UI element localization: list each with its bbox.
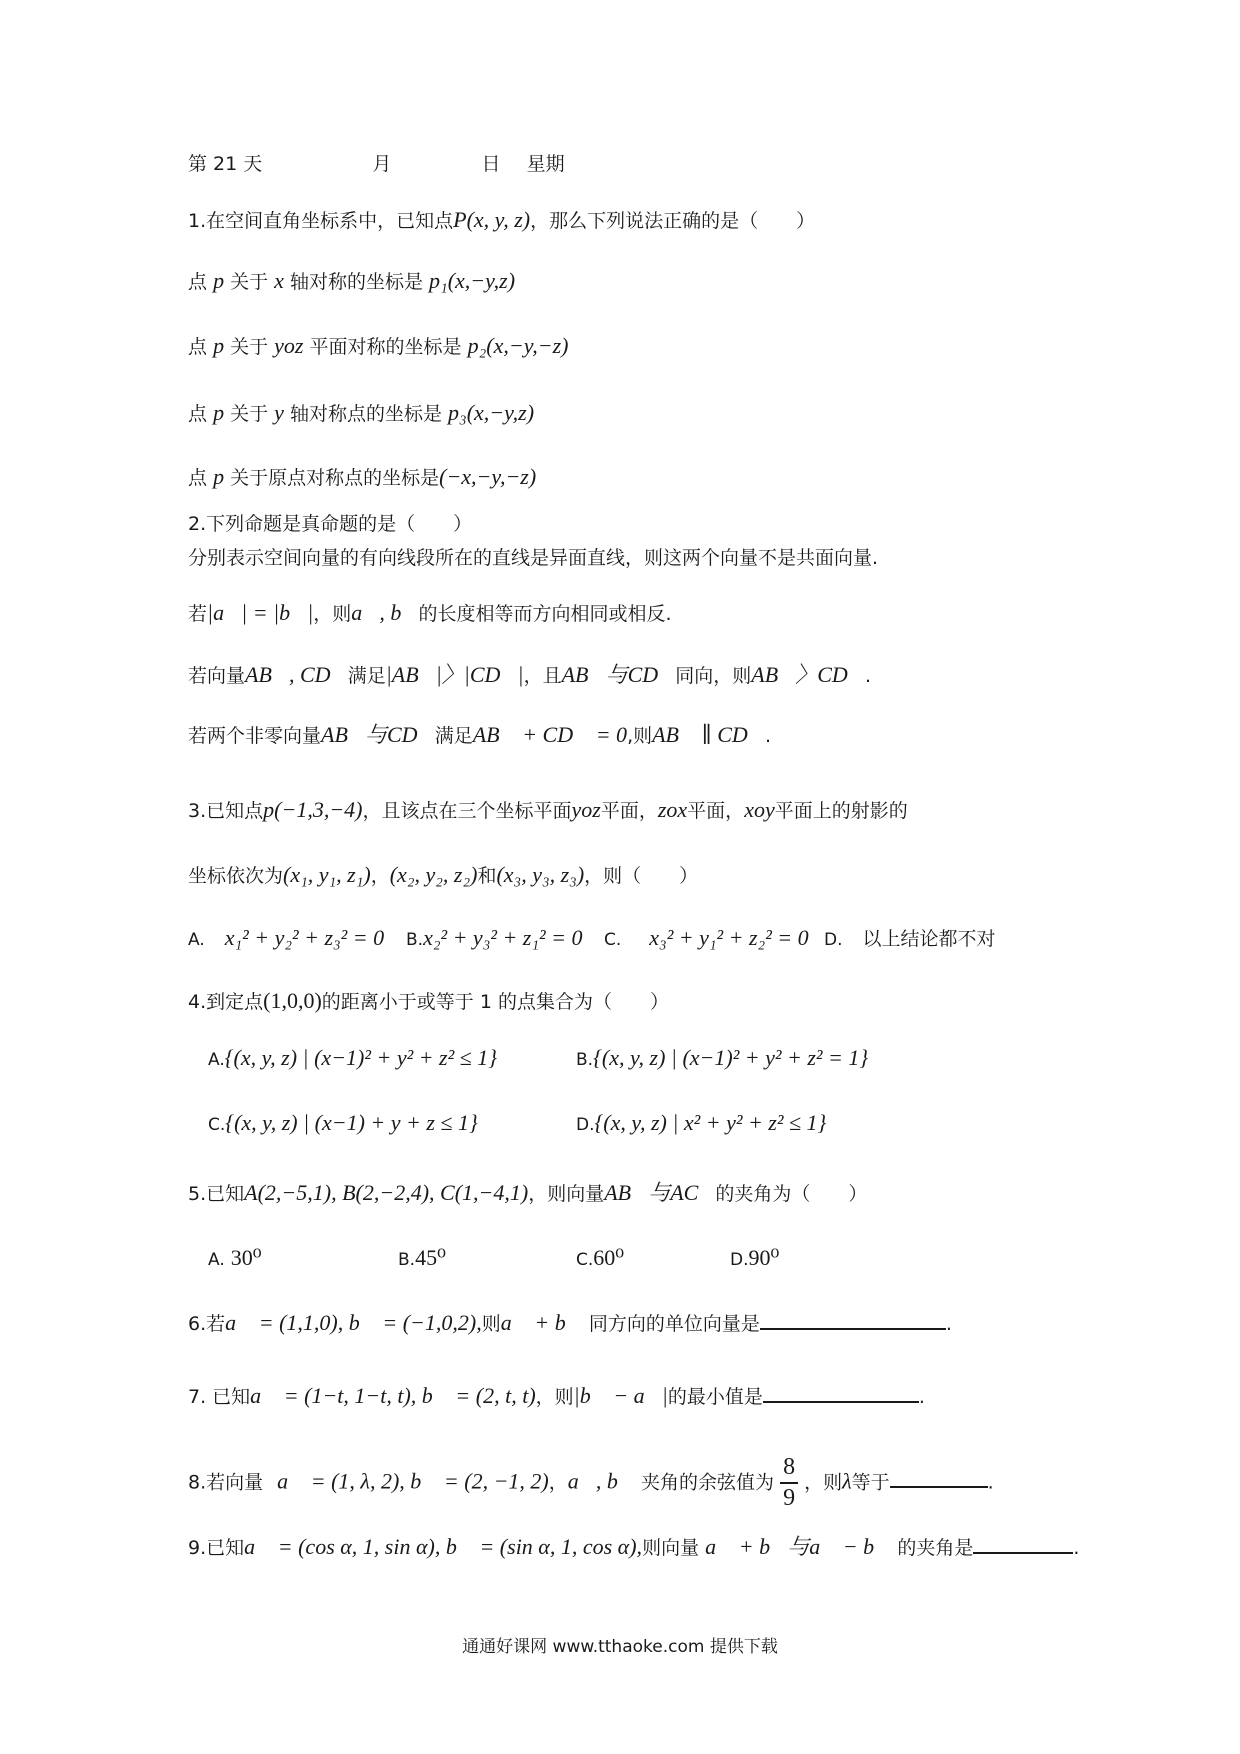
math-expr: p₃(x,−y,z) bbox=[448, 400, 535, 425]
option-expr: x₁² + y₂² + z₃² = 0 bbox=[224, 925, 385, 950]
option-label: B. bbox=[406, 930, 424, 950]
text: 点 bbox=[188, 403, 208, 425]
text: 5.已知 bbox=[188, 1183, 245, 1205]
question-4-option-a bbox=[208, 1045, 497, 1071]
option-label: B. bbox=[398, 1250, 416, 1270]
math-var: p bbox=[213, 400, 225, 425]
text: ,则 bbox=[627, 725, 653, 747]
math-expr: a⃗ = (1,1,0), b⃗ = (−1,0,2), bbox=[225, 1310, 482, 1335]
option-label: C. bbox=[576, 1250, 594, 1270]
math-var: zox bbox=[657, 797, 688, 822]
math-expr: |a⃗| = |b⃗| bbox=[207, 600, 314, 625]
day-label: 第 21 天 bbox=[188, 153, 263, 175]
text: 轴对称点的坐标是 bbox=[289, 403, 442, 425]
math-expr: |AB⃗|〉|CD⃗| bbox=[385, 662, 524, 687]
option-label: C. bbox=[208, 1115, 226, 1135]
math-expr: p₁(x,−y,z) bbox=[429, 268, 516, 293]
fraction bbox=[780, 1453, 798, 1513]
answer-blank[interactable] bbox=[763, 1400, 919, 1403]
option-expr: 30⁰ bbox=[230, 1245, 262, 1270]
text: ， bbox=[548, 1471, 568, 1494]
text: 则向量 bbox=[642, 1537, 700, 1559]
question-3-option-b bbox=[406, 925, 582, 951]
option-expr: x₂² + y₃² + z₁² = 0 bbox=[423, 925, 583, 950]
option-label: C. bbox=[604, 930, 622, 950]
math-expr: a⃗, b⃗ bbox=[351, 600, 419, 625]
text: 若 bbox=[188, 603, 208, 625]
text: 若两个非零向量 bbox=[188, 725, 322, 747]
option-label: D. bbox=[730, 1250, 749, 1270]
question-4-option-b bbox=[576, 1045, 868, 1071]
text: 夹角的余弦值为 bbox=[641, 1471, 775, 1494]
math-var: yoz bbox=[571, 797, 601, 822]
option-expr: 以上结论都不对 bbox=[862, 928, 996, 950]
text: ，则 bbox=[535, 1386, 574, 1408]
text: 6.若 bbox=[188, 1313, 226, 1335]
question-1-option-3 bbox=[188, 400, 534, 426]
math-expr: (x₂, y₂, z₂) bbox=[389, 862, 478, 887]
text: 的距离小于或等于 1 的点集合为（ ） bbox=[321, 991, 669, 1013]
text: 满足 bbox=[434, 725, 473, 747]
question-6 bbox=[188, 1310, 952, 1336]
text: 8.若向量 bbox=[188, 1471, 264, 1494]
question-2-option-4 bbox=[188, 722, 771, 748]
text: 平面对称的坐标是 bbox=[309, 336, 462, 358]
math-expr: a⃗ + b⃗ bbox=[500, 1310, 583, 1335]
question-1-option-1 bbox=[188, 268, 515, 294]
numerator: 8 bbox=[783, 1454, 796, 1480]
text: ，则（ ） bbox=[584, 865, 699, 887]
text: . bbox=[945, 1313, 952, 1335]
question-3-option-d bbox=[824, 928, 996, 951]
date-label: 日 bbox=[481, 153, 501, 175]
math-expr: (x₃, y₃, z₃) bbox=[496, 862, 585, 887]
option-label: A. bbox=[208, 1250, 225, 1270]
text: ，则 bbox=[313, 603, 352, 625]
text: 等于 bbox=[851, 1471, 890, 1494]
text: 轴对称的坐标是 bbox=[289, 271, 423, 293]
option-expr: {(x, y, z) | (x−1)² + y² + z² = 1} bbox=[593, 1045, 869, 1070]
question-4-stem bbox=[188, 988, 669, 1014]
math-expr: |b⃗ − a⃗| bbox=[573, 1383, 668, 1408]
month-label: 月 bbox=[372, 153, 392, 175]
text: . bbox=[918, 1386, 925, 1408]
question-3-line-1 bbox=[188, 797, 908, 823]
math-var: x bbox=[274, 268, 284, 293]
text: ，那么下列说法正确的是（ ） bbox=[530, 210, 816, 232]
text: 关于原点对称点的坐标是 bbox=[230, 467, 440, 489]
text: ，则向量 bbox=[528, 1183, 605, 1205]
text: ，则 bbox=[804, 1471, 843, 1494]
question-3-option-c bbox=[604, 925, 809, 951]
question-3-option-a bbox=[188, 925, 384, 951]
text: 1.在空间直角坐标系中，已知点 bbox=[188, 210, 454, 232]
text: 关于 bbox=[230, 403, 269, 425]
page-header bbox=[188, 153, 565, 176]
question-5-option-b bbox=[398, 1245, 446, 1271]
question-1-option-2 bbox=[188, 333, 568, 359]
option-expr: {(x, y, z) | x² + y² + z² ≤ 1} bbox=[594, 1110, 827, 1135]
math-var: p bbox=[213, 464, 225, 489]
text: 点 bbox=[188, 271, 208, 293]
math-expr: AB⃗ + CD⃗ = 0 bbox=[472, 722, 628, 747]
text: 9.已知 bbox=[188, 1537, 245, 1559]
text: 点 bbox=[188, 336, 208, 358]
question-1-option-4 bbox=[188, 464, 536, 490]
text: 的长度相等而方向相同或相反. bbox=[418, 603, 672, 625]
page-footer: 通通好课网 www.tthaoke.com 提供下载 bbox=[462, 1637, 778, 1657]
text: 和 bbox=[477, 865, 497, 887]
text: 关于 bbox=[230, 336, 269, 358]
question-5-option-d bbox=[730, 1245, 779, 1271]
text: 的最小值是 bbox=[667, 1386, 763, 1408]
math-expr: p₂(x,−y,−z) bbox=[467, 333, 569, 358]
text: . bbox=[864, 665, 871, 687]
math-expr: AB⃗与CD⃗ bbox=[561, 662, 676, 687]
question-4-option-d bbox=[576, 1110, 826, 1136]
text: 7. 已知 bbox=[188, 1386, 251, 1408]
question-2-stem: 2.下列命题是真命题的是（ ） bbox=[188, 513, 473, 535]
math-var: yoz bbox=[274, 333, 304, 358]
math-expr: (x₁, y₁, z₁) bbox=[283, 862, 371, 887]
text: 平面， bbox=[600, 800, 658, 822]
text: ，且该点在三个坐标平面 bbox=[362, 800, 572, 822]
text: 3.已知点 bbox=[188, 800, 264, 822]
question-5-option-c bbox=[576, 1245, 624, 1271]
text: 的夹角为（ ） bbox=[715, 1183, 868, 1205]
math-expr: a⃗ = (cos α, 1, sin α), b⃗ = (sin α, 1, cos α), bbox=[244, 1534, 643, 1559]
math-expr: AB⃗, CD⃗ bbox=[245, 662, 348, 687]
text: . bbox=[987, 1471, 994, 1494]
text: 坐标依次为 bbox=[188, 865, 284, 887]
option-label: D. bbox=[576, 1115, 595, 1135]
option-label: D. bbox=[824, 930, 843, 950]
option-expr: 45⁰ bbox=[415, 1245, 446, 1270]
math-var: y bbox=[274, 400, 284, 425]
option-expr: 90⁰ bbox=[748, 1245, 780, 1270]
question-5-stem bbox=[188, 1180, 867, 1206]
math-expr: p(−1,3,−4) bbox=[263, 797, 363, 822]
text: 同向，则 bbox=[675, 665, 752, 687]
math-var: p bbox=[213, 268, 225, 293]
text: . bbox=[764, 725, 771, 747]
text: ， bbox=[370, 865, 390, 887]
math-expr: a⃗ = (1, λ, 2), b⃗ = (2, −1, 2) bbox=[277, 1468, 549, 1494]
math-expr: a⃗ + b⃗与a⃗ − b⃗ bbox=[705, 1534, 892, 1559]
text: 平面上的射影的 bbox=[774, 800, 908, 822]
question-1-stem bbox=[188, 207, 815, 233]
option-expr: {(x, y, z) | (x−1) + y + z ≤ 1} bbox=[225, 1110, 478, 1135]
text: 4.到定点 bbox=[188, 991, 264, 1013]
text: 平面， bbox=[687, 800, 745, 822]
math-var: λ bbox=[842, 1468, 852, 1494]
text: 满足 bbox=[347, 665, 386, 687]
text: . bbox=[1073, 1537, 1080, 1559]
math-expr: AB⃗〉CD⃗ bbox=[751, 662, 865, 687]
math-var: p bbox=[213, 333, 225, 358]
math-expr: AB⃗与AC⃗ bbox=[604, 1180, 716, 1205]
option-label: A. bbox=[208, 1050, 225, 1070]
option-label: A. bbox=[188, 930, 205, 950]
weekday-label: 星期 bbox=[526, 153, 565, 175]
question-4-option-c bbox=[208, 1110, 478, 1136]
option-expr: {(x, y, z) | (x−1)² + y² + z² ≤ 1} bbox=[224, 1045, 498, 1070]
answer-blank[interactable] bbox=[760, 1327, 946, 1330]
math-expr: (1,0,0) bbox=[263, 988, 322, 1013]
math-expr: A(2,−5,1), B(2,−2,4), C(1,−4,1) bbox=[244, 1180, 529, 1205]
question-8 bbox=[188, 1453, 994, 1513]
question-5-option-a bbox=[208, 1245, 262, 1271]
text: 若向量 bbox=[188, 665, 246, 687]
text: 关于 bbox=[230, 271, 269, 293]
math-expr: a⃗, b⃗ bbox=[567, 1468, 635, 1494]
text: 的夹角是 bbox=[897, 1537, 974, 1559]
question-2-option-1: 分别表示空间向量的有向线段所在的直线是异面直线，则这两个向量不是共面向量. bbox=[188, 547, 879, 569]
math-var: xoy bbox=[744, 797, 775, 822]
math-expr: P(x, y, z) bbox=[453, 207, 531, 232]
question-7 bbox=[188, 1383, 925, 1409]
question-3-line-2 bbox=[188, 862, 698, 888]
option-expr: 60⁰ bbox=[593, 1245, 625, 1270]
text: 同方向的单位向量是 bbox=[588, 1313, 760, 1335]
answer-blank[interactable] bbox=[890, 1485, 988, 1488]
option-expr: x₃² + y₁² + z₂² = 0 bbox=[649, 925, 809, 950]
question-9 bbox=[188, 1534, 1079, 1560]
math-expr: a⃗ = (1−t, 1−t, t), b⃗ = (2, t, t) bbox=[250, 1383, 536, 1408]
text: ，且 bbox=[523, 665, 562, 687]
answer-blank[interactable] bbox=[973, 1551, 1073, 1554]
math-expr: AB⃗ ∥ CD⃗ bbox=[652, 722, 765, 747]
denominator: 9 bbox=[783, 1484, 796, 1511]
text: 点 bbox=[188, 467, 208, 489]
math-expr: (−x,−y,−z) bbox=[439, 464, 537, 489]
question-2-option-3 bbox=[188, 662, 871, 688]
question-2-option-2 bbox=[188, 600, 672, 626]
text: 则 bbox=[481, 1313, 501, 1335]
math-expr: AB⃗与CD⃗ bbox=[321, 722, 435, 747]
option-label: B. bbox=[576, 1050, 594, 1070]
